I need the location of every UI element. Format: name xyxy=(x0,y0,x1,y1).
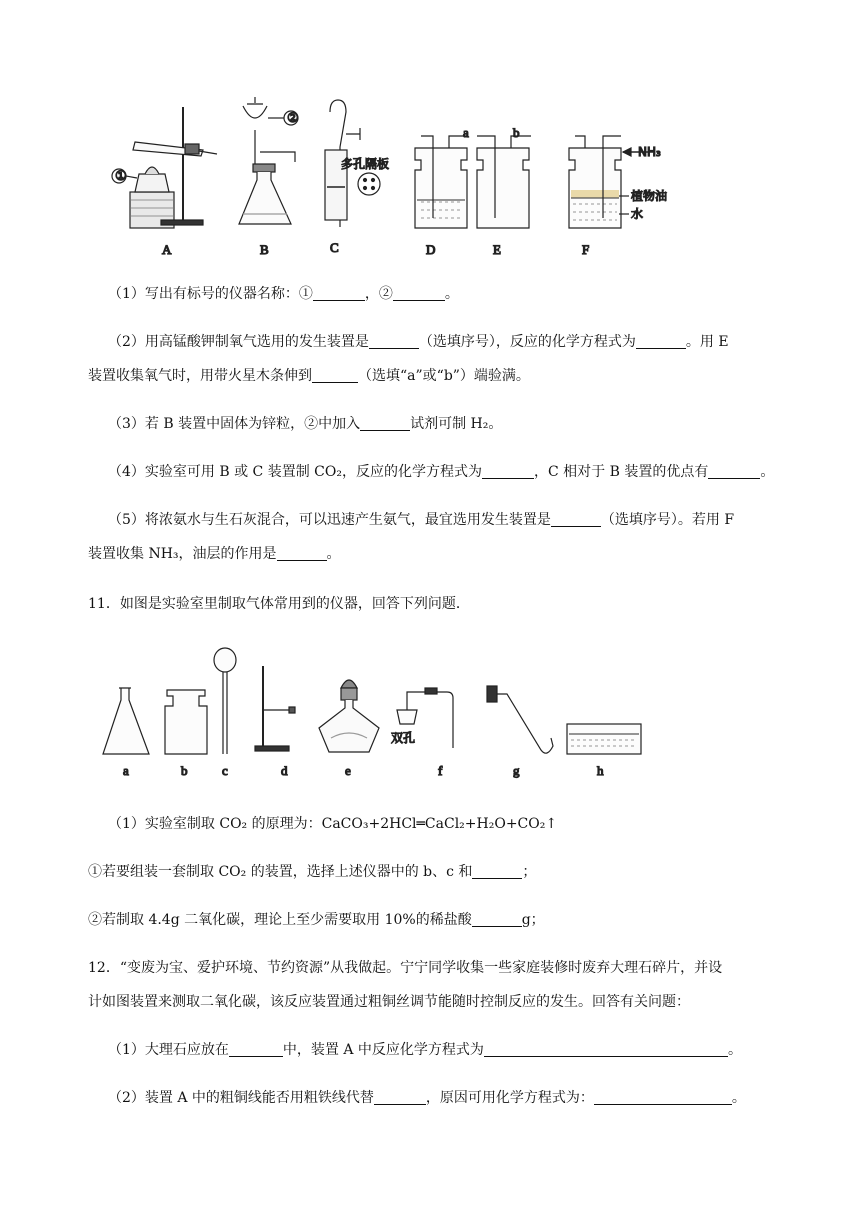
oil-label: 植物油 xyxy=(631,189,668,203)
q11-sub-2: ②若制取 4.4g 二氧化碳，理论上至少需要取用 10%的稀盐酸 g； xyxy=(88,912,545,928)
callout-1-label: ① xyxy=(115,168,127,183)
q12-part-2: （2）装置 A 中的粗铜线能否用粗铁线代替 ，原因可用化学方程式为： 。 xyxy=(108,1090,746,1106)
label-e: e xyxy=(345,763,351,778)
delivery-tube xyxy=(487,686,553,753)
q12-stem-line-2: 计如图装置来测取二氧化碳，该反应装置通过粗铜丝调节能随时控制反应的发生。回答有关问题： xyxy=(88,994,690,1010)
wide-mouth-bottle xyxy=(165,690,207,754)
conical-flask xyxy=(103,688,149,754)
c-porous-plate-note: 多孔隔板 xyxy=(341,157,390,171)
q11-sub-1: ①若要组装一套制取 CO₂ 的装置，选择上述仪器中的 b、c 和 ； xyxy=(88,864,537,880)
label-b: b xyxy=(181,763,188,778)
alcohol-lamp xyxy=(319,680,379,752)
port-b-label: b xyxy=(513,125,520,140)
label-F: F xyxy=(582,242,590,257)
q10-part-3: （3）若 B 装置中固体为锌粒，②中加入 试剂可制 H₂。 xyxy=(108,416,503,432)
label-h: h xyxy=(597,763,604,778)
water-label: 水 xyxy=(631,207,644,221)
answer-blank[interactable] xyxy=(369,333,419,349)
answer-blank[interactable] xyxy=(594,1089,732,1105)
answer-blank[interactable] xyxy=(484,1041,728,1057)
label-f: f xyxy=(438,763,443,778)
answer-blank[interactable] xyxy=(472,863,522,879)
answer-blank[interactable] xyxy=(472,911,522,927)
q10-part-5-line-1: （5）将浓氨水与生石灰混合，可以迅速产生氨气，最宜选用发生装置是 （选填序号）。若用 F xyxy=(108,512,735,528)
label-c: c xyxy=(222,763,228,778)
label-d: d xyxy=(281,763,288,778)
q10-part-5-line-2: 装置收集 NH₃，油层的作用是 。 xyxy=(88,546,341,562)
apparatus-figure-1 xyxy=(95,92,685,262)
answer-blank[interactable] xyxy=(229,1041,283,1057)
callout-2-label: ② xyxy=(287,110,299,125)
q11-stem: 11．如图是实验室里制取气体常用到的仪器，回答下列问题． xyxy=(88,596,470,612)
label-C: C xyxy=(330,240,339,255)
port-a-label: a xyxy=(463,125,469,140)
label-D: D xyxy=(426,242,436,257)
q12-part-1: （1）大理石应放在 中，装置 A 中反应化学方程式为 。 xyxy=(108,1042,742,1058)
answer-blank[interactable] xyxy=(313,285,365,301)
answer-blank[interactable] xyxy=(482,463,534,479)
answer-blank[interactable] xyxy=(708,463,760,479)
q10-part-4: （4）实验室可用 B 或 C 装置制 CO₂，反应的化学方程式为 ，C 相对于 B 装置的优点有 。 xyxy=(108,464,775,480)
answer-blank[interactable] xyxy=(374,1089,426,1105)
q10-part-1: （1）写出有标号的仪器名称：① ，② 。 xyxy=(108,286,459,302)
answer-blank[interactable] xyxy=(360,415,410,431)
long-neck-funnel xyxy=(214,648,236,754)
nh3-label: NH₃ xyxy=(638,145,661,159)
apparatus-figure-2 xyxy=(95,640,655,780)
q12-stem-line-1: 12．“变废为宝、爱护环境、节约资源”从我做起。宁宁同学收集一些家庭装修时废弃大理石碎片，并设 xyxy=(88,960,723,976)
two-hole-note: 双孔 xyxy=(391,731,416,745)
apparatus-E xyxy=(477,136,531,228)
label-E: E xyxy=(493,242,501,257)
apparatus-A xyxy=(112,107,217,228)
iron-stand xyxy=(255,666,295,751)
water-trough xyxy=(567,724,641,754)
q11-part-1: （1）实验室制取 CO₂ 的原理为：CaCO₃+2HCl═CaCl₂+H₂O+CO₂↑ xyxy=(108,816,558,832)
answer-blank[interactable] xyxy=(551,511,601,527)
answer-blank[interactable] xyxy=(312,367,358,383)
answer-blank[interactable] xyxy=(636,333,686,349)
apparatus-D xyxy=(415,136,467,228)
q10-part-2-line-1: （2）用高锰酸钾制氧气选用的发生装置是 （选填序号），反应的化学方程式为 。用 E xyxy=(108,334,729,350)
answer-blank[interactable] xyxy=(277,545,327,561)
label-a: a xyxy=(123,763,129,778)
label-A: A xyxy=(162,242,172,257)
label-B: B xyxy=(260,242,269,257)
answer-blank[interactable] xyxy=(393,285,445,301)
q10-part-2-line-2: 装置收集氧气时，用带火星木条伸到 （选填“a”或“b”）端验满。 xyxy=(88,368,530,384)
label-g: g xyxy=(513,763,520,778)
